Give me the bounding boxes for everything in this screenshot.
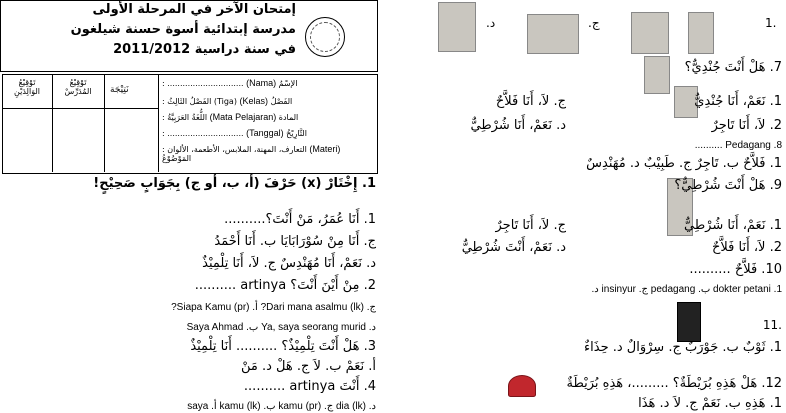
left-item-3: د. نَعَمْ، أَنَا مُهَنْدِسٌ ج. لاَ، أَنَا تِلْمِيْذٌ <box>202 256 376 271</box>
left-item-9: 4. أَنْتَ artinya .......... <box>243 379 376 394</box>
instruction: 1. إِخْتَارْ (x) حَرْفَ (أ، ب، أو ج) بِجَوَابٍ صَحِيْحٍ! <box>93 176 376 191</box>
left-item-6: د. Ya, saya seorang murid ب. Saya Ahmad <box>186 322 376 333</box>
q11-options: 1. ثَوْبٌ ب. جَوْرَبٌ ج. سِرْوَالٌ د. حِذَاءٌ <box>584 340 782 355</box>
info-row-name: : .............................. (Nama) الإسْمُ <box>162 78 298 88</box>
q9-option-a: 1. نَعَمْ، أَنَا شُرْطِيٌّ <box>684 218 782 233</box>
left-item-10: د. dia (lk) ج. kamu (pr) ب. kamu (lk) أ. saya <box>187 401 376 412</box>
col-divider-3 <box>158 74 159 172</box>
q11: 11. <box>762 318 782 332</box>
q6-option-c: ج. <box>588 16 600 30</box>
q7-option-d: د. نَعَمْ، أَنَا شُرْطِيٌّ <box>470 118 566 133</box>
col-grade: نَتِيْجَة <box>110 85 129 95</box>
q9-option-b: 2. لاَ، أَنَا فَلاَّحٌ <box>712 240 782 255</box>
q8: 8. Pedagang .......... <box>694 140 782 151</box>
q6-option-d: د. <box>486 16 496 30</box>
info-row-date: : .............................. (Tanggal) التَّارِيْخُ <box>162 128 307 138</box>
q9: 9. هَلْ أَنْتَ شُرْطِيٌّ؟ <box>674 178 782 193</box>
q7-option-b: 2. لاَ، أَنَا تَاجِرٌ <box>711 118 782 133</box>
left-item-2: ج. أَنَا مِنْ سُوْرَابَايَا ب. أَنَا أَحْمَدُ <box>214 234 376 249</box>
left-item-8: أ. نَعَمْ ب. لاَ ج. هَلْ د. مَنْ <box>240 359 376 374</box>
header-row-divider <box>2 108 158 109</box>
header-line-1: إمتحان الآخر في المرحلة الأولى <box>92 2 296 17</box>
left-item-1: 1. أَنَا عُمَرُ، مَنْ أَنْتَ؟.......... <box>224 212 376 227</box>
school-logo <box>305 17 345 57</box>
soldier-photo <box>438 2 476 52</box>
left-item-7: 3. هَلْ أَنْتَ تِلْمِيْذٌ؟ .......... أَنَا تِلْمِيْذٌ <box>190 339 376 354</box>
left-item-5: ج. Dari mana asalmu (lk)? أ. Siapa Kamu (pr)? <box>171 302 376 313</box>
q7-option-a: 1. نَعَمْ، أَنَا جُنْدِيٌّ <box>694 94 782 109</box>
info-row-subject: : اللُّغَةُ العَرَبِيَّةُ (Mata Pelajaran) المادة <box>162 112 299 122</box>
q7-option-c: ج. لاَ، أَنَا فَلاَّحٌ <box>495 94 566 109</box>
q8-options: 1. فَلاَّحٌ ب. تَاجِرٌ ج. طَبِيْبٌ د. مُهَنْدِسٌ <box>586 156 782 171</box>
pants-image <box>677 302 701 342</box>
q10: 10. فَلاَّحٌ .......... <box>689 262 782 277</box>
soldier-photo-2 <box>644 56 670 94</box>
q12: 12. هَلْ هَذِهِ بُرَيْطَةٌ؟ .........، هَذِهِ بُرَيْطَةٌ <box>566 376 782 391</box>
header-line-2: مدرسة إبتدائية أسوة حسنة شيلغون <box>70 22 296 37</box>
left-item-4: 2. مِنْ أَيْنَ أَنْتَ؟ artinya .......... <box>194 278 376 293</box>
q9-option-c: ج. لاَ، أَنَا تَاجِرٌ <box>495 218 566 233</box>
info-row-topic: : التعارف، المهنة، الملابس، الأطعمة، الألوان (Materi) المَوْضُوْعُ <box>162 144 341 163</box>
cap-image <box>508 375 536 397</box>
doctor-photo <box>631 12 669 54</box>
q12-options: 1. هَذِهِ ب. نَعَمْ ج. لاَ د. هَذَا <box>638 396 782 411</box>
info-row-class: : الفَصْلُ الثَالِثُ (Tiga) (Kelas) الفَصْلُ <box>162 96 293 106</box>
col-divider-1 <box>52 74 53 172</box>
col-divider-2 <box>104 74 105 172</box>
header-line-3: في سنة دراسية 2011/2012 <box>113 42 296 57</box>
col-parents-signature: تَوْقِيْعُ الوَالِدَيْنِ <box>14 78 40 96</box>
q10-options: 1. dokter petani ب. pedagang ج. insinyur د. <box>591 284 782 295</box>
q7: 7. هَلْ أَنْتَ جُنْدِيٌّ؟ <box>684 60 782 75</box>
col-teacher-signature: تَوْقِيْعُ المُدَرِّسْ <box>64 78 92 96</box>
people-photo <box>527 14 579 54</box>
police-photo <box>688 12 714 54</box>
q6-number: 1. <box>765 16 777 30</box>
q9-option-d: د. نَعَمْ، أَنْتَ شُرْطِيٌّ <box>461 240 566 255</box>
